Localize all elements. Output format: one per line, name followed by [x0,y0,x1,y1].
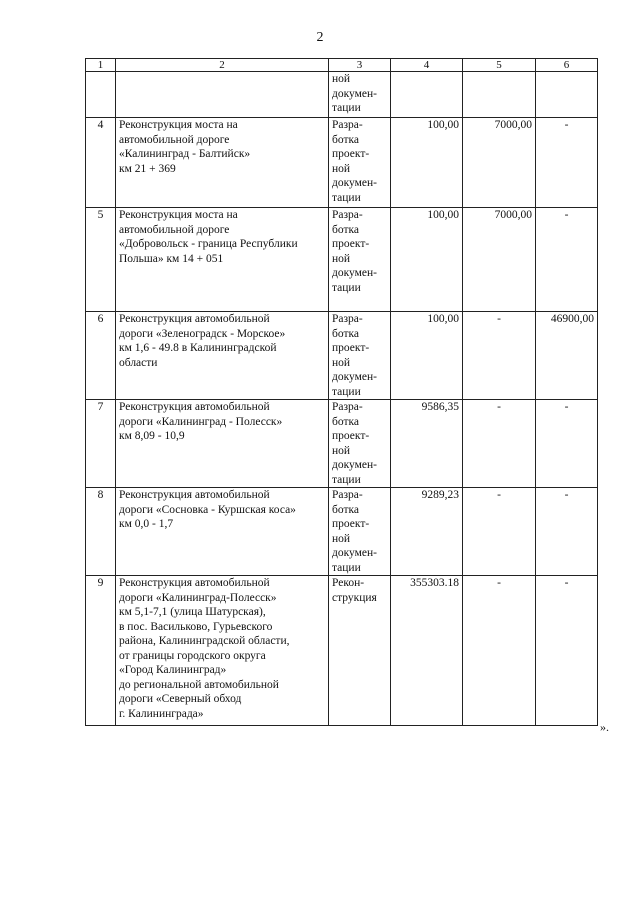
work-type: Разра- ботка проект- ной докумен- тации [329,208,391,312]
row-number: 5 [86,208,116,312]
row-number: 6 [86,312,116,400]
road-object-name: Реконструкция моста на автомобильной дороге «Добровольск - граница Республики Польша» км 14 + 051 [116,208,329,312]
column-header: 5 [463,59,536,72]
column-header: 4 [391,59,463,72]
table-row [86,208,598,312]
amount-col6: 46900,00 [536,312,598,400]
work-type: Разра- ботка проект- ной докумен- тации [329,312,391,400]
amount-col6: - [536,400,598,488]
table-row [86,312,598,400]
road-object-name: Реконструкция автомобильной дороги «Сосновка - Куршская коса» км 0,0 - 1,7 [116,488,329,576]
amount-col4: 100,00 [391,312,463,400]
column-header: 3 [329,59,391,72]
page-number: 2 [316,30,324,45]
row-number: 9 [86,576,116,726]
table-row [86,576,598,726]
amount-col5: - [463,576,536,726]
amount-col4: 355303.18 [391,576,463,726]
amount-col5 [463,72,536,118]
amount-col6: - [536,118,598,208]
road-object-name: Реконструкция автомобильной дороги «Калининград - Полесск» км 8,09 - 10,9 [116,400,329,488]
road-object-name: Реконструкция автомобильной дороги «Зеленоградск - Морское» км 1,6 - 49.8 в Калининградской области [116,312,329,400]
table-row [86,118,598,208]
work-type: Разра- ботка проект- ной докумен- тации [329,488,391,576]
amount-col4: 9289,23 [391,488,463,576]
amount-col6 [536,72,598,118]
closing-quote: ». [600,720,609,734]
amount-col4: 100,00 [391,118,463,208]
road-object-name [116,72,329,118]
road-object-name: Реконструкция автомобильной дороги «Калининград-Полесск» км 5,1-7,1 (улица Шатурская), в пос. Васильково, Гурьевского района, Калининградской области, от границы городского округа «Город Калининград» до региональной автомобильной дороги «Северный обход г. Калининграда» [116,576,329,726]
column-header: 1 [86,59,116,72]
amount-col6: - [536,488,598,576]
row-number [86,72,116,118]
work-type: Разра- ботка проект- ной докумен- тации [329,400,391,488]
column-header: 2 [116,59,329,72]
amount-col6: - [536,576,598,726]
work-type: ной докумен- тации [329,72,391,118]
amount-col4 [391,72,463,118]
work-type: Рекон- струкция [329,576,391,726]
table-header-row [86,59,598,72]
row-number: 8 [86,488,116,576]
amount-col4: 9586,35 [391,400,463,488]
roads-table [85,58,598,726]
amount-col5: 7000,00 [463,208,536,312]
amount-col6: - [536,208,598,312]
amount-col5: - [463,488,536,576]
row-number: 7 [86,400,116,488]
table-row [86,400,598,488]
amount-col4: 100,00 [391,208,463,312]
column-header: 6 [536,59,598,72]
amount-col5: - [463,312,536,400]
road-object-name: Реконструкция моста на автомобильной дороге «Калининград - Балтийск» км 21 + 369 [116,118,329,208]
row-number: 4 [86,118,116,208]
table-row [86,72,598,118]
table-row [86,488,598,576]
amount-col5: - [463,400,536,488]
amount-col5: 7000,00 [463,118,536,208]
work-type: Разра- ботка проект- ной докумен- тации [329,118,391,208]
